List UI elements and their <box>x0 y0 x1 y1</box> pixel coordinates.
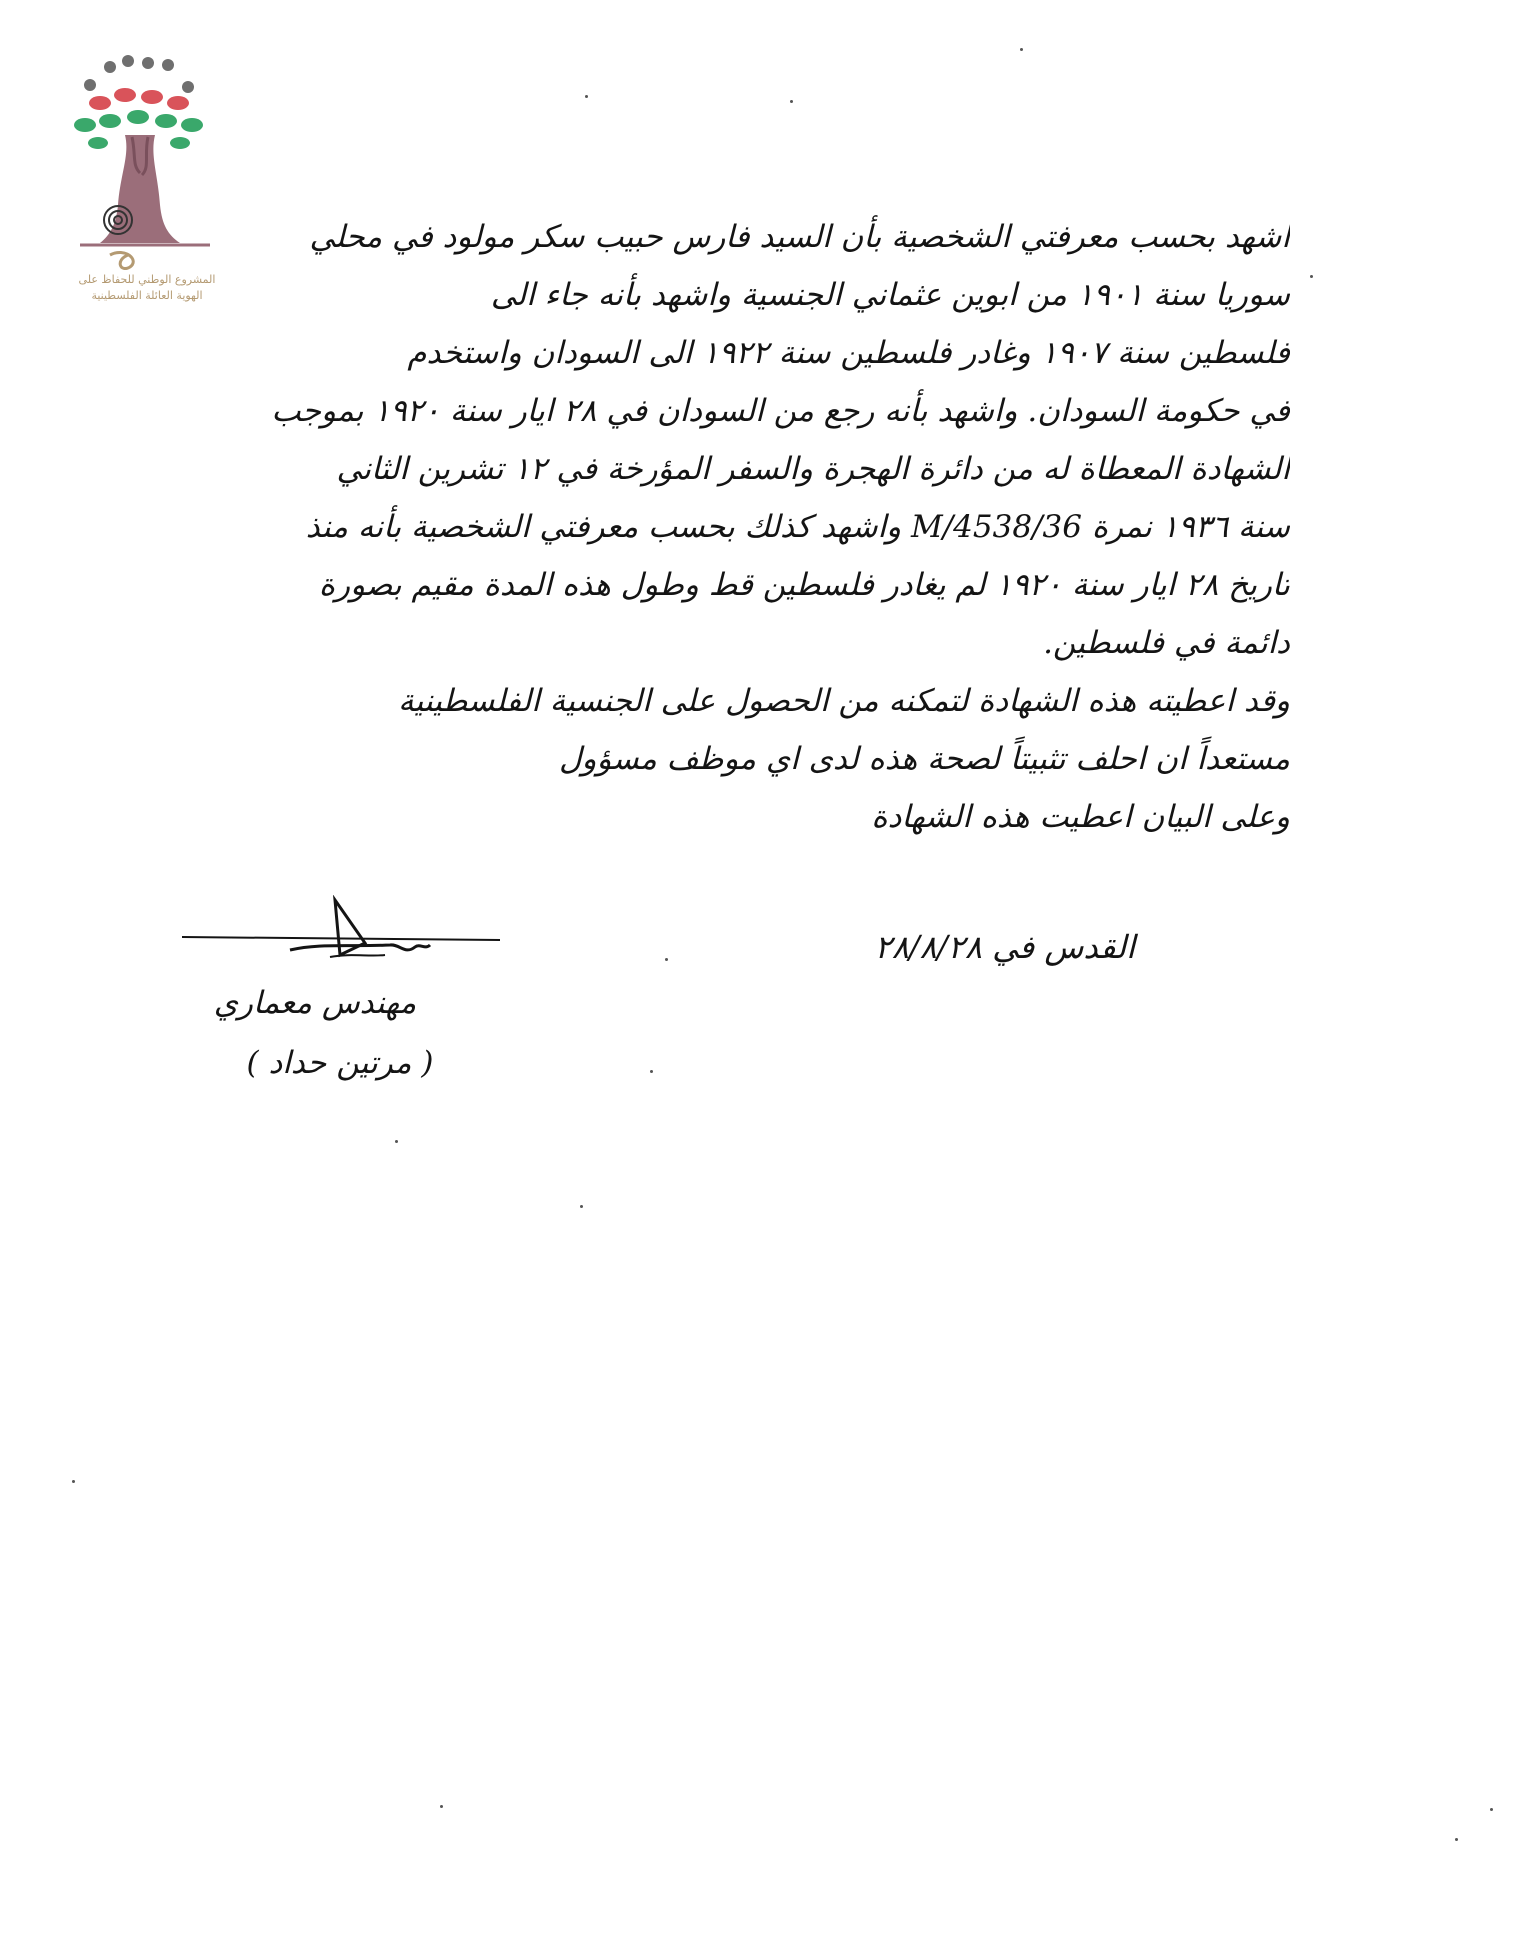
body-line: في حكومة السودان. واشهد بأنه رجع من السودان في ٢٨ ايار سنة ١٩٢٠ بموجب <box>271 393 1290 429</box>
body-line: اشهد بحسب معرفتي الشخصية بأن السيد فارس حبيب سكر مولود في محلي <box>309 219 1290 255</box>
body-line: وقد اعطيته هذه الشهادة لتمكنه من الحصول على الجنسية الفلسطينية <box>398 683 1290 719</box>
body-line: سنة ١٩٣٦ نمرة M/4538/36 واشهد كذلك بحسب معرفتي الشخصية بأنه منذ <box>305 509 1290 545</box>
scan-speck <box>790 100 793 103</box>
logo-caption-line1: المشروع الوطني للحفاظ على <box>78 273 216 286</box>
body-line: سوريا سنة ١٩٠١ من ابوين عثماني الجنسية واشهد بأنه جاء الى <box>490 277 1290 313</box>
scan-speck <box>1310 275 1313 278</box>
scan-speck <box>585 95 588 98</box>
scan-speck <box>72 1480 75 1483</box>
scan-speck <box>580 1205 583 1208</box>
certificate-body <box>105 208 1290 846</box>
place-date: القدس في ٢٨/٨/٢٨ <box>874 928 1135 966</box>
body-line: وعلى البيان اعطيت هذه الشهادة <box>871 799 1290 835</box>
body-line: مستعداً ان احلف تثبيتاً لصحة هذه لدى اي موظف مسؤول <box>559 741 1290 777</box>
scan-speck <box>1020 48 1023 51</box>
signer-name: ( مرتين حداد ) <box>246 1045 434 1081</box>
body-line: فلسطين سنة ١٩٠٧ وغادر فلسطين سنة ١٩٢٢ الى السودان واستخدم <box>407 335 1290 371</box>
scan-speck <box>440 1805 443 1808</box>
scan-speck <box>665 958 668 961</box>
body-line: تاريخ ٢٨ ايار سنة ١٩٢٠ لم يغادر فلسطين قط وطول هذه المدة مقيم بصورة <box>318 567 1290 603</box>
signature-mark <box>180 895 510 985</box>
scan-speck <box>650 1070 653 1073</box>
scan-speck <box>1455 1838 1458 1841</box>
body-line: دائمة في فلسطين. <box>1043 625 1290 661</box>
logo-caption-line2: الهوية العائلة الفلسطينية <box>91 289 203 302</box>
signer-title: مهندس معماري <box>213 985 417 1021</box>
scan-speck <box>395 1140 398 1143</box>
signature-icon <box>180 895 510 985</box>
body-line: الشهادة المعطاة له من دائرة الهجرة والسفر المؤرخة في ١٢ تشرين الثاني <box>336 451 1290 487</box>
scan-speck <box>1490 1808 1493 1811</box>
